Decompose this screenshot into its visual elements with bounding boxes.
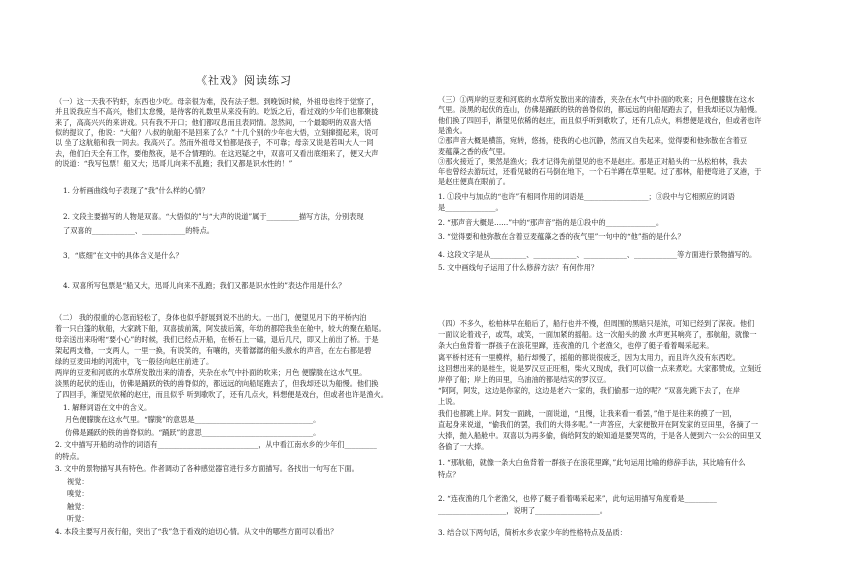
left-section2-line: 了四回手，渐望见依稀的赵庄，而且似乎 听到歌吹了，还有几点火，料想便是戏台，但或者也许是渔火。 [55, 390, 388, 399]
right-section4-line: 各偷了一大捧。 [438, 442, 489, 452]
left-section2-line: 两岸的豆麦和河底的水草所发散出来的清香，夹杂在水气中扑面的吹来；月色 便朦胧在这水气里。 [55, 368, 367, 377]
question-line: 1. ①段中与加点的“也许”有相同作用的词语是__________________；③段中与它相照应的词语 [438, 192, 735, 201]
question-line: 5. 文中画线句子运用了什么修辞方法？有何作用？ [438, 263, 599, 272]
question-line: 3. 结合以下两句话，简析水乡农家少年的性格特点及品质： [438, 528, 627, 537]
right-section3-line: 他们换了四回手，渐望见依稀的赵庄，而且似乎听到歌吹了，还有几点火，料想便是戏台，但或者也许 [438, 115, 762, 125]
question-line: 1. 解释词语在文中的含义。 [63, 403, 152, 412]
right-section4-line: 直起身来说道，“偷我们的罢，我们的大得多呢。”一声答应，大家便散开在阿发家的豆田里，各摘了一 [438, 419, 759, 429]
left-section2-line: 绿的豆麦田地的河流中，飞一般径向赵庄前进了。 [55, 357, 214, 366]
question-line: 2. 文段主要描写的人物是双喜。“大悟似的”与“大声的说道”属于_________描写方法，分别表现 [63, 212, 364, 221]
question-line: 3．“底细”在文中的具体含义是什么？ [63, 251, 183, 260]
question-line: 4. 这段文字是从__________、____________、____________、____________等方面进行景物描写的。 [438, 250, 757, 259]
right-section3-line: 气里。淡黑的起伏的连山，仿佛是踊跃的铁的兽脊似的，都远远的向船尾跑去了，但我却还以为船慢。 [438, 105, 762, 115]
left-section2-line: 架起两支橹，一支两人，一里一换，有说笑的，有嚷的，夹着潺潺的船头激水的声音，在左右都是碧 [55, 346, 372, 355]
right-section4-line: 大捧，抛入船舱中。双喜以为再多偷，倘给阿发的娘知道是要哭骂的，于是各人便到六一公公的田里又 [438, 431, 762, 440]
question-line: 2. “连夜渔的几个老渔父，也停了艇子看着喝采起来”，此句运用描写角度看是_________ [438, 494, 717, 503]
question-line: 月色便朦胧在这水气里。“朦胧”的意思是_________________________________。 [65, 415, 321, 424]
left-section1-line: 并且说我应当不高兴，他们太怠慢，是待客的礼数里从来没有的。吃饭之后，看过戏的少年们也都聚拢 [55, 107, 379, 117]
question-line: 2. “那声音大概是……”中的“那声音”指的是①段中的______________。 [438, 218, 664, 227]
question-line: 3. 文中的景物描写具有特色。作者调动了各种感觉器官进行多方面描写。各找出一句写在下面。 [55, 464, 359, 473]
right-section3-line: （三）①两岸的豆麦和河底的水草所发散出来的清香，夹杂在水气中扑面的吹来；月色便朦胧在这水 [438, 95, 755, 104]
left-section1-line: 以 坐了这航船和我一同去。我高兴了。然而外祖母又怕都是孩子，不可靠；母亲又说是若叫大人一同 [55, 138, 374, 148]
question-line: 4. 双喜所写包票是“船又大，迅哥儿向来不乱跑；我们又都是识水性的”表达作用是什么？ [63, 281, 346, 290]
left-section2-line: 淡黑的起伏的连山，仿佛是踊跃的铁的兽脊似的，都远远的向船尾跑去了，但我却还以为船慢。他们换 [55, 379, 379, 388]
right-section4-line: 岸停了船；岸上的田里，乌油油的都是结实的罗汉豆。 [438, 375, 611, 384]
page-title: 《社戏》阅读练习 [196, 74, 292, 87]
question-line: 了双喜的____________、____________的特点。 [63, 226, 214, 235]
question-line: 4. 本段主要写月夜行船，突出了“我”急于看戏的迫切心情。从文中的哪些方面可以看出？ [55, 527, 338, 536]
left-section2-line: 母亲送出来吩咐“要小心”的时候，我们已经点开船，在桥石上一磕，退后几尺，即又上前出了桥。于是 [55, 335, 379, 344]
right-section4-line: 条大白鱼背着一群孩子在浪花里蹿，连夜渔的几 个老渔父，也停了艇子看着喝采起来。 [438, 341, 714, 351]
right-section3-line: 麦蕴藻之香的夜气里。 [438, 146, 510, 156]
left-section1-line: （一）这一天我不钓虾，东西也少吃。母亲很为难，没有法子想。到晚饭时候，外祖母也终于觉察了， [55, 97, 379, 106]
right-section4-line: 离平桥村还有一里模样，船行却慢了，摇船的都说很疲乏，因为太用力，而且许久没有东西吃。 [438, 352, 740, 362]
right-section3-line: ③那火接近了，果然是渔火；我才记得先前望见的也不是赵庄。那是正对船头的一丛松柏林，我去 [438, 156, 748, 166]
right-section3-line: 年也曾经去游玩过，还看见破的石马倒在地下，一个石羊蹲在草里呢。过了那林，船便弯进了叉港，于 [438, 167, 762, 177]
question-line: 嗅觉： [67, 489, 89, 498]
question-line: 1. “那航船，就像一条大白鱼背着一群孩子在浪花里蹿，”此句运用比喻的修辞手法，其比喻有什么 [438, 458, 746, 467]
question-line: 触觉： [67, 502, 89, 511]
question-line: 听觉： [67, 514, 89, 523]
question-line: ___________________，说明了__________________。 [438, 506, 607, 515]
left-section2-line: （二） 我的很重的心忽而轻松了，身体也似乎舒展到说不出的大。一出门，便望见月下的平桥内泊 [55, 313, 367, 322]
question-line: 仿佛是踊跃的铁的兽脊似的。“踊跃”的意思_______________________________。 [65, 428, 321, 437]
question-line: 特点？ [438, 470, 460, 479]
right-section4-line: “阿阿，阿发，这边是你家的，这边是老六一家的，我们偷那一边的呢？”双喜先跳下去了，在岸 [438, 386, 741, 396]
left-section1-line: 的说道：“我写包票！船又大；迅哥儿向来不乱跑；我们又都是识水性的！” [55, 158, 293, 168]
right-section4-line: 上说。 [438, 397, 460, 407]
question-line: 2. 文中描写开船的动作的词语有____________________________，从中看江南水乡的少年们_________ [55, 440, 377, 449]
left-section1-line: 来了，高高兴兴的来讲戏。只有我不开口；他们都叹息而且表同情。忽然间，一个最聪明的双喜大悟 [55, 117, 372, 127]
right-section4-line: （四）不多久，松柏林早在船后了，船行也并不慢，但周围的黑暗只是浓，可知已经到了深夜。他们 [438, 319, 755, 328]
right-section3-line: 是赵庄便真在眼前了。 [438, 177, 510, 187]
left-section2-line: 着一只白篷的航船，大家跳下船，双喜拔前篙，阿发拔后篙，年幼的都陪我坐在舱中，较大的聚在船尾。 [55, 324, 386, 333]
question-line: 是______________。 [438, 203, 503, 212]
right-section3-line: 是渔火。 [438, 125, 467, 135]
right-section3-line: ②那声音大概是横笛，宛转，悠扬，使我的心也沉静，然而又自失起来，觉得要和他弥散在含着豆 [438, 136, 748, 146]
question-line: 3. “觉得要和他弥散在含着豆麦蕴藻之香的夜气里”一句中的“他”指的是什么？ [438, 232, 685, 241]
question-line: 的特点。 [55, 452, 84, 461]
right-section4-line: 这回想出来的是桂生，说是罗汉豆正旺相，柴火又现成，我们可以偷一点来煮吃。大家都赞成，立刻近 [438, 363, 762, 373]
question-line: 1. 分析画曲线句子表现了“我”什么样的心情？ [63, 186, 209, 195]
right-section4-line: 我们也都跳上岸。阿发一面跳，一面说道，“且慢，让我来看一看罢，”他于是往来的摸了一回， [438, 408, 737, 418]
right-section4-line: 一面议论着戏子，或骂，或笑，一面加紧的摇船。这一次船头的激 水声更其响亮了，那航船，就像一 [438, 330, 757, 340]
left-section1-line: 去，他们白天全有工作，要他熬夜，是不合情理的。在这迟疑之中，双喜可又看出底细来了，便又大声 [55, 148, 379, 158]
left-section1-line: 似的提议了，他说：“大船？八叔的航船不是回来了么？”十几个别的少年也大悟，立刻撺掇起来，说可 [55, 127, 379, 137]
question-line: 视觉： [67, 477, 89, 486]
